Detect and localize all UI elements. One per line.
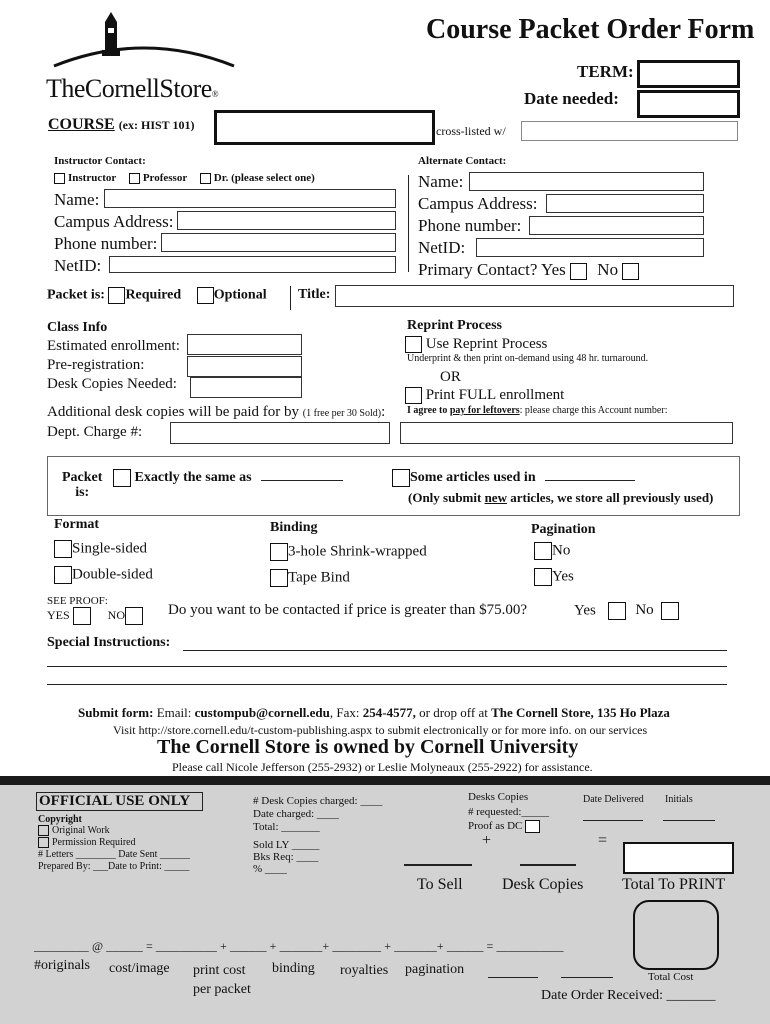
format-heading: Format	[54, 517, 100, 532]
special-line-1[interactable]	[183, 650, 727, 651]
single-sided-label: Single-sided	[72, 540, 147, 557]
visit-line: Visit http://store.cornell.edu/t-custom-publishing.aspx to submit electronically or for more info. on our services	[113, 723, 648, 737]
primary-yes-checkbox[interactable]	[570, 263, 587, 280]
required-label: Required	[125, 287, 182, 303]
instructor-campus-label: Campus Address:	[54, 212, 174, 231]
proof-dc-row	[468, 820, 540, 833]
pagination-no-row	[534, 542, 570, 560]
official-top-bar	[0, 776, 770, 785]
exactly-same-row	[113, 469, 343, 487]
instructor-campus-input[interactable]	[177, 211, 396, 230]
enrollment-label: Estimated enrollment:	[47, 338, 180, 354]
print-full-row	[405, 387, 564, 404]
only-submit-suffix: articles, we store all previously used)	[506, 490, 714, 505]
print-full-checkbox[interactable]	[405, 387, 422, 404]
desk-copies-line[interactable]	[520, 864, 576, 866]
call-line: Please call Nicole Jefferson (255-2932) or Leslie Molyneaux (255-2922) for assistance.	[172, 760, 593, 774]
logo-registered: ®	[211, 89, 219, 99]
exactly-same-label: Exactly the same as	[134, 470, 252, 486]
alternate-campus-input[interactable]	[546, 194, 704, 213]
additional-desk-label: Additional desk copies will be paid for by	[47, 404, 300, 420]
primary-no-label: No	[597, 260, 619, 279]
pagination-no-checkbox[interactable]	[534, 542, 552, 560]
binding-heading: Binding	[270, 520, 318, 535]
total-line: Total: _______	[253, 821, 320, 833]
date-delivered-label: Date Delivered	[583, 794, 644, 805]
reprint-note: Underprint & then print on-demand using 48 hr. turnaround.	[407, 353, 649, 364]
term-input[interactable]	[637, 60, 740, 88]
extra-line-2[interactable]	[561, 977, 613, 978]
additional-desk-note: (1 free per 30 Sold)	[302, 408, 382, 419]
class-info-heading: Class Info	[47, 320, 108, 335]
submit-label: Submit form:	[78, 705, 154, 720]
packet-source-label	[62, 470, 102, 500]
agree-leftovers: pay for leftovers	[449, 405, 520, 416]
date-charged-line: Date charged: ____	[253, 808, 339, 820]
desk-charged-line: # Desk Copies charged: ____	[253, 795, 383, 807]
total-print-label: Total To PRINT	[622, 876, 726, 893]
alternate-name-label: Name:	[418, 172, 464, 191]
price-yes-label: Yes	[574, 602, 596, 619]
only-submit-prefix: (Only submit	[408, 490, 485, 505]
see-proof-label: SEE PROOF:	[47, 595, 108, 607]
requested-line: # requested:_____	[468, 806, 549, 818]
required-checkbox[interactable]	[108, 287, 125, 304]
double-sided-checkbox[interactable]	[54, 566, 72, 584]
instructor-phone-input[interactable]	[161, 233, 396, 252]
special-line-2[interactable]	[47, 666, 727, 667]
price-question: Do you want to be contacted if price is greater than $75.00?	[168, 602, 528, 618]
alternate-phone-label: Phone number:	[418, 216, 522, 235]
instructor-heading: Instructor Contact:	[54, 155, 146, 167]
course-label-row	[48, 116, 194, 134]
use-reprint-checkbox[interactable]	[405, 336, 422, 353]
use-reprint-label: Use Reprint Process	[425, 336, 548, 352]
originals-label: #originals	[34, 958, 90, 973]
pagination-no-label: No	[552, 542, 571, 559]
cornell-store-logo	[44, 10, 244, 105]
prepared-line: Prepared By: ___Date to Print: _____	[38, 861, 190, 872]
professor-checkbox[interactable]	[129, 173, 140, 184]
instructor-netid-label: NetID:	[54, 256, 102, 275]
owned-by-line: The Cornell Store is owned by Cornell University	[157, 736, 579, 758]
dept-charge-input[interactable]	[170, 422, 390, 444]
alternate-netid-label: NetID:	[418, 238, 466, 257]
enrollment-input[interactable]	[187, 334, 302, 355]
term-label: TERM:	[577, 62, 634, 81]
proof-no-checkbox[interactable]	[125, 607, 143, 625]
agree-prefix: I agree to	[407, 405, 450, 416]
pagination-cost-label: pagination	[405, 962, 465, 977]
permission-row	[38, 837, 136, 848]
total-cost-label: Total Cost	[648, 971, 694, 983]
date-delivered-line[interactable]	[583, 820, 643, 821]
alternate-campus-label: Campus Address:	[418, 194, 538, 213]
original-work-label: Original Work	[52, 825, 110, 836]
packet-is-label: Packet is:	[47, 287, 105, 303]
agree-suffix: : please charge this Account number:	[519, 405, 668, 416]
desks-copies-label: Desks Copies	[468, 791, 529, 803]
instructor-checkbox[interactable]	[54, 173, 65, 184]
optional-checkbox[interactable]	[197, 287, 214, 304]
submit-fax-label: , Fax:	[329, 705, 363, 720]
single-sided-row	[54, 540, 147, 558]
to-sell-label: To Sell	[417, 876, 463, 893]
pct-line: % ____	[253, 863, 287, 875]
exactly-same-blank[interactable]	[261, 480, 343, 481]
prereg-input[interactable]	[187, 356, 302, 377]
original-work-row	[38, 825, 110, 836]
additional-desk-row	[47, 404, 385, 421]
only-submit-new: new	[484, 490, 507, 505]
date-order-received: Date Order Received: _______	[541, 988, 716, 1003]
print-cost-label	[193, 961, 251, 999]
double-sided-row	[54, 566, 153, 584]
total-print-box[interactable]	[623, 842, 734, 874]
some-articles-row	[392, 469, 635, 487]
instructor-name-input[interactable]	[104, 189, 396, 208]
course-label: COURSE	[48, 116, 115, 133]
alternate-heading: Alternate Contact:	[418, 155, 507, 167]
single-sided-checkbox[interactable]	[54, 540, 72, 558]
dr-option-label: Dr. (please select one)	[213, 172, 315, 184]
plus-sign: +	[482, 832, 492, 849]
cost-image-label: cost/image	[109, 961, 170, 976]
packet-is-row	[47, 287, 267, 304]
tape-row	[270, 569, 350, 587]
instructor-phone-label: Phone number:	[54, 234, 158, 253]
packet-word: Packet	[62, 470, 103, 485]
reprint-heading: Reprint Process	[407, 318, 502, 333]
optional-label: Optional	[213, 287, 267, 303]
agree-row	[407, 405, 667, 416]
desk-copies-input[interactable]	[190, 377, 302, 398]
pagination-yes-checkbox[interactable]	[534, 568, 552, 586]
use-reprint-row	[405, 336, 547, 353]
crosslisted-input[interactable]	[521, 121, 738, 141]
submit-line	[78, 705, 670, 721]
sold-ly-line: Sold LY _____	[253, 839, 320, 851]
dept-charge-label: Dept. Charge #:	[47, 424, 143, 440]
professor-option-label: Professor	[142, 172, 188, 184]
tape-label: Tape Bind	[288, 569, 350, 586]
equals-sign: =	[598, 832, 608, 849]
only-submit-note	[408, 490, 713, 506]
contact-divider	[408, 175, 409, 272]
crosslisted-label: cross-listed w/	[436, 124, 506, 138]
title-divider	[290, 286, 291, 310]
price-no-label: No	[635, 602, 654, 619]
pagination-heading: Pagination	[531, 522, 596, 537]
print-cost-line2: per packet	[193, 982, 251, 997]
price-no-checkbox[interactable]	[661, 602, 679, 620]
submit-email-label: Email:	[153, 705, 195, 720]
some-articles-label: Some articles used in	[410, 470, 536, 486]
pagination-yes-label: Yes	[552, 568, 574, 585]
some-articles-checkbox[interactable]	[392, 469, 410, 487]
course-example: (ex: HIST 101)	[118, 118, 195, 132]
primary-no-checkbox[interactable]	[622, 263, 639, 280]
instructor-name-label: Name:	[54, 190, 100, 209]
double-sided-label: Double-sided	[72, 566, 153, 583]
initials-line[interactable]	[663, 820, 715, 821]
clock-tower-icon	[44, 10, 244, 80]
copyright-label: Copyright	[38, 814, 82, 825]
original-work-checkbox[interactable]	[38, 825, 49, 836]
title-input[interactable]	[335, 285, 734, 307]
total-cost-box[interactable]	[633, 900, 719, 970]
binding-cost-label: binding	[272, 961, 315, 976]
royalties-label: royalties	[340, 963, 389, 978]
proof-dc-checkbox[interactable]	[525, 820, 540, 833]
date-needed-input[interactable]	[637, 90, 740, 118]
additional-desk-colon: :	[381, 404, 386, 420]
permission-checkbox[interactable]	[38, 837, 49, 848]
form-title: Course Packet Order Form	[426, 14, 755, 45]
alternate-netid-input[interactable]	[476, 238, 704, 257]
price-yes-checkbox[interactable]	[608, 602, 626, 620]
special-instructions-label: Special Instructions:	[47, 635, 171, 650]
submit-fax: 254-4577,	[362, 705, 416, 720]
hole-label: 3-hole Shrink-wrapped	[288, 543, 427, 560]
extra-line-1[interactable]	[488, 977, 538, 978]
desk-copies-label: Desk Copies Needed:	[47, 376, 177, 392]
desk-copies-label-bottom: Desk Copies	[502, 876, 584, 893]
exactly-same-checkbox[interactable]	[113, 469, 131, 487]
to-sell-line[interactable]	[404, 864, 472, 866]
packet-is-word: is:	[75, 485, 90, 500]
primary-contact-row	[418, 260, 639, 280]
see-proof-options	[47, 607, 143, 625]
alternate-phone-input[interactable]	[529, 216, 704, 235]
prereg-label: Pre-registration:	[47, 357, 145, 373]
print-full-label: Print FULL enrollment	[425, 387, 565, 403]
proof-yes-checkbox[interactable]	[73, 607, 91, 625]
alternate-name-input[interactable]	[469, 172, 704, 191]
reprint-or: OR	[440, 369, 461, 385]
submit-email[interactable]: custompub@cornell.edu	[194, 705, 330, 720]
initials-label: Initials	[665, 794, 693, 805]
hole-row	[270, 543, 427, 561]
instructor-option-label: Instructor	[68, 172, 117, 184]
proof-no-label: NO	[107, 607, 126, 622]
proof-yes-label: YES	[47, 607, 70, 622]
proof-dc-label: Proof as DC	[468, 820, 523, 833]
instructor-title-options	[54, 172, 315, 184]
permission-label: Permission Required	[52, 837, 136, 848]
dr-checkbox[interactable]	[200, 173, 211, 184]
submit-drop: or drop off at	[415, 705, 492, 720]
pagination-yes-row	[534, 568, 574, 586]
title-label: Title:	[298, 287, 331, 302]
price-question-options	[574, 602, 679, 620]
special-line-3[interactable]	[47, 684, 727, 685]
tape-checkbox[interactable]	[270, 569, 288, 587]
print-cost-line1: print cost	[193, 963, 246, 978]
hole-checkbox[interactable]	[270, 543, 288, 561]
instructor-netid-input[interactable]	[109, 256, 396, 273]
bks-req-line: Bks Req: ____	[253, 851, 319, 863]
some-articles-blank[interactable]	[545, 480, 635, 481]
primary-contact-label: Primary Contact? Yes	[418, 260, 566, 279]
account-number-input[interactable]	[400, 422, 733, 444]
letters-line: # Letters ________ Date Sent ______	[38, 849, 190, 860]
logo-text: TheCornellStore	[46, 74, 212, 103]
cost-formula: _________ @ ______ = __________ + ______ + _______+ ________ + _______+ ______ = ___________	[34, 939, 564, 953]
official-heading: OFFICIAL USE ONLY	[36, 792, 203, 811]
date-needed-label: Date needed:	[524, 89, 619, 108]
submit-store: The Cornell Store, 135 Ho Plaza	[491, 705, 670, 720]
course-input[interactable]	[214, 110, 435, 145]
